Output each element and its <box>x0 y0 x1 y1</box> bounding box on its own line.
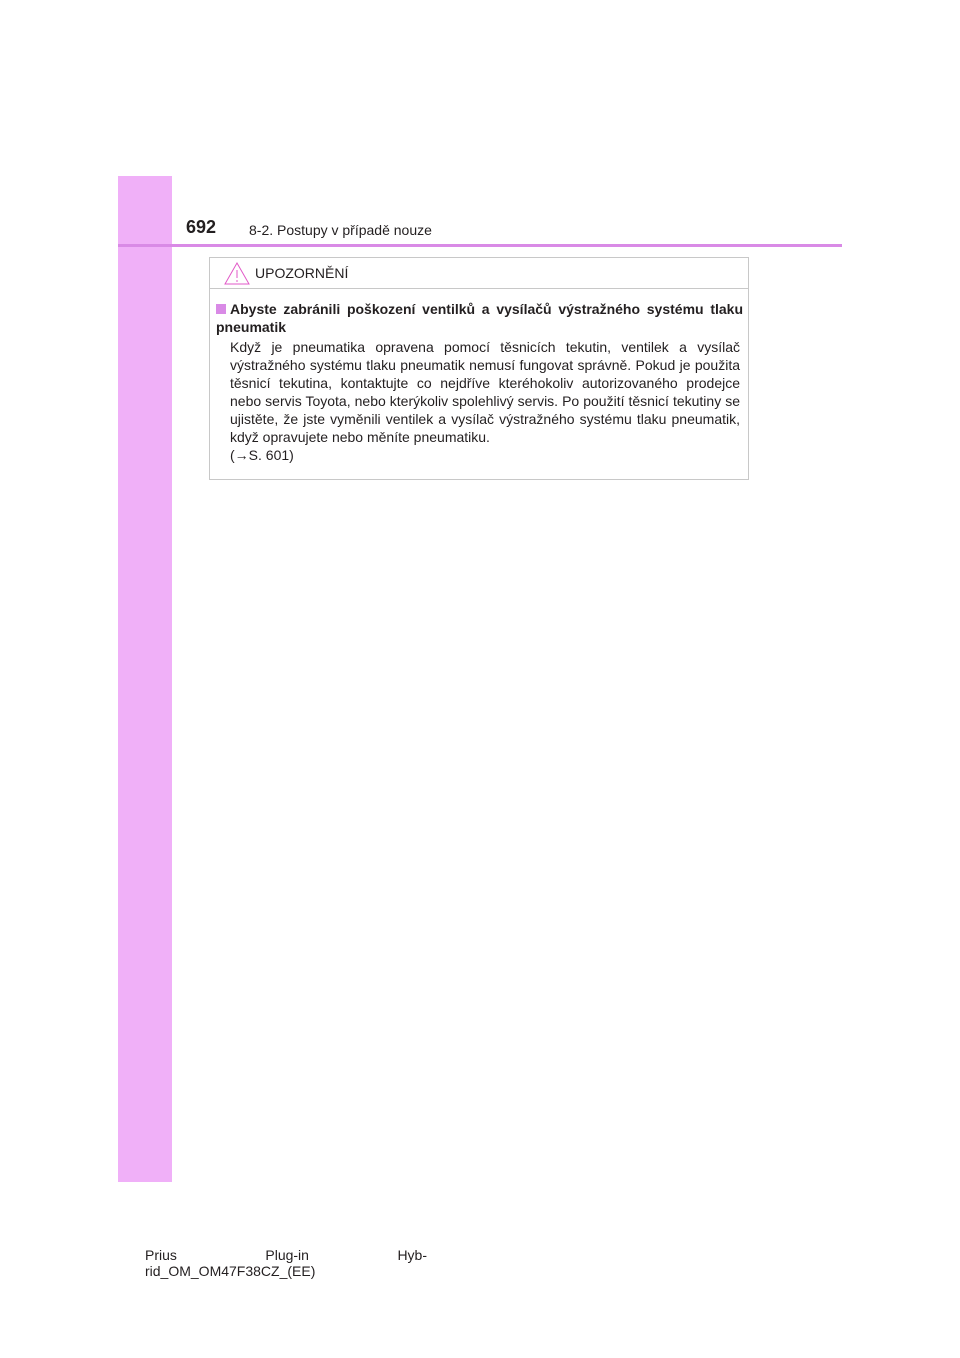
footer-word-plugin: Plug-in <box>265 1247 309 1263</box>
warning-box <box>209 257 749 480</box>
page-reference: (→S. 601) <box>230 447 294 463</box>
warning-label: UPOZORNĚNÍ <box>255 265 349 281</box>
footer <box>145 1247 427 1279</box>
chapter-tab-sidebar <box>118 176 172 1182</box>
footer-doc-id: rid_OM_OM47F38CZ_(EE) <box>145 1263 316 1279</box>
footer-word-prius: Prius <box>145 1247 177 1263</box>
warning-item-title <box>216 300 743 336</box>
header-divider <box>118 244 842 247</box>
page-number: 692 <box>186 217 217 237</box>
section-title: 8-2. Postupy v případě nouze <box>249 222 432 238</box>
warning-triangle-icon <box>224 262 250 285</box>
warning-item-body: Když je pneumatika opravena pomocí těsnicích tekutin, ventilek a vysílač výstražného systému tlaku pneumatik nemusí fungovat správně. Pokud je použita těsnicí tekutina, kontaktujte co nejdříve kteréhokoliv autorizovaného prodejce nebo servis Toyota, nebo kterýkoliv spolehlivý servis. Po použití těsnicí tekutiny se ujistěte, že jste vyměnili ventilek a vysílač výstražného systému tlaku pneumatik, když opravujete nebo měníte pneumatiku. <box>230 339 740 445</box>
square-bullet-icon <box>216 304 226 314</box>
footer-word-hyb: Hyb- <box>397 1247 427 1263</box>
warning-header <box>210 258 748 289</box>
warning-item-title-text: Abyste zabránili poškození ventilků a vysílačů výstražného systému tlaku pneumatik <box>216 301 743 335</box>
